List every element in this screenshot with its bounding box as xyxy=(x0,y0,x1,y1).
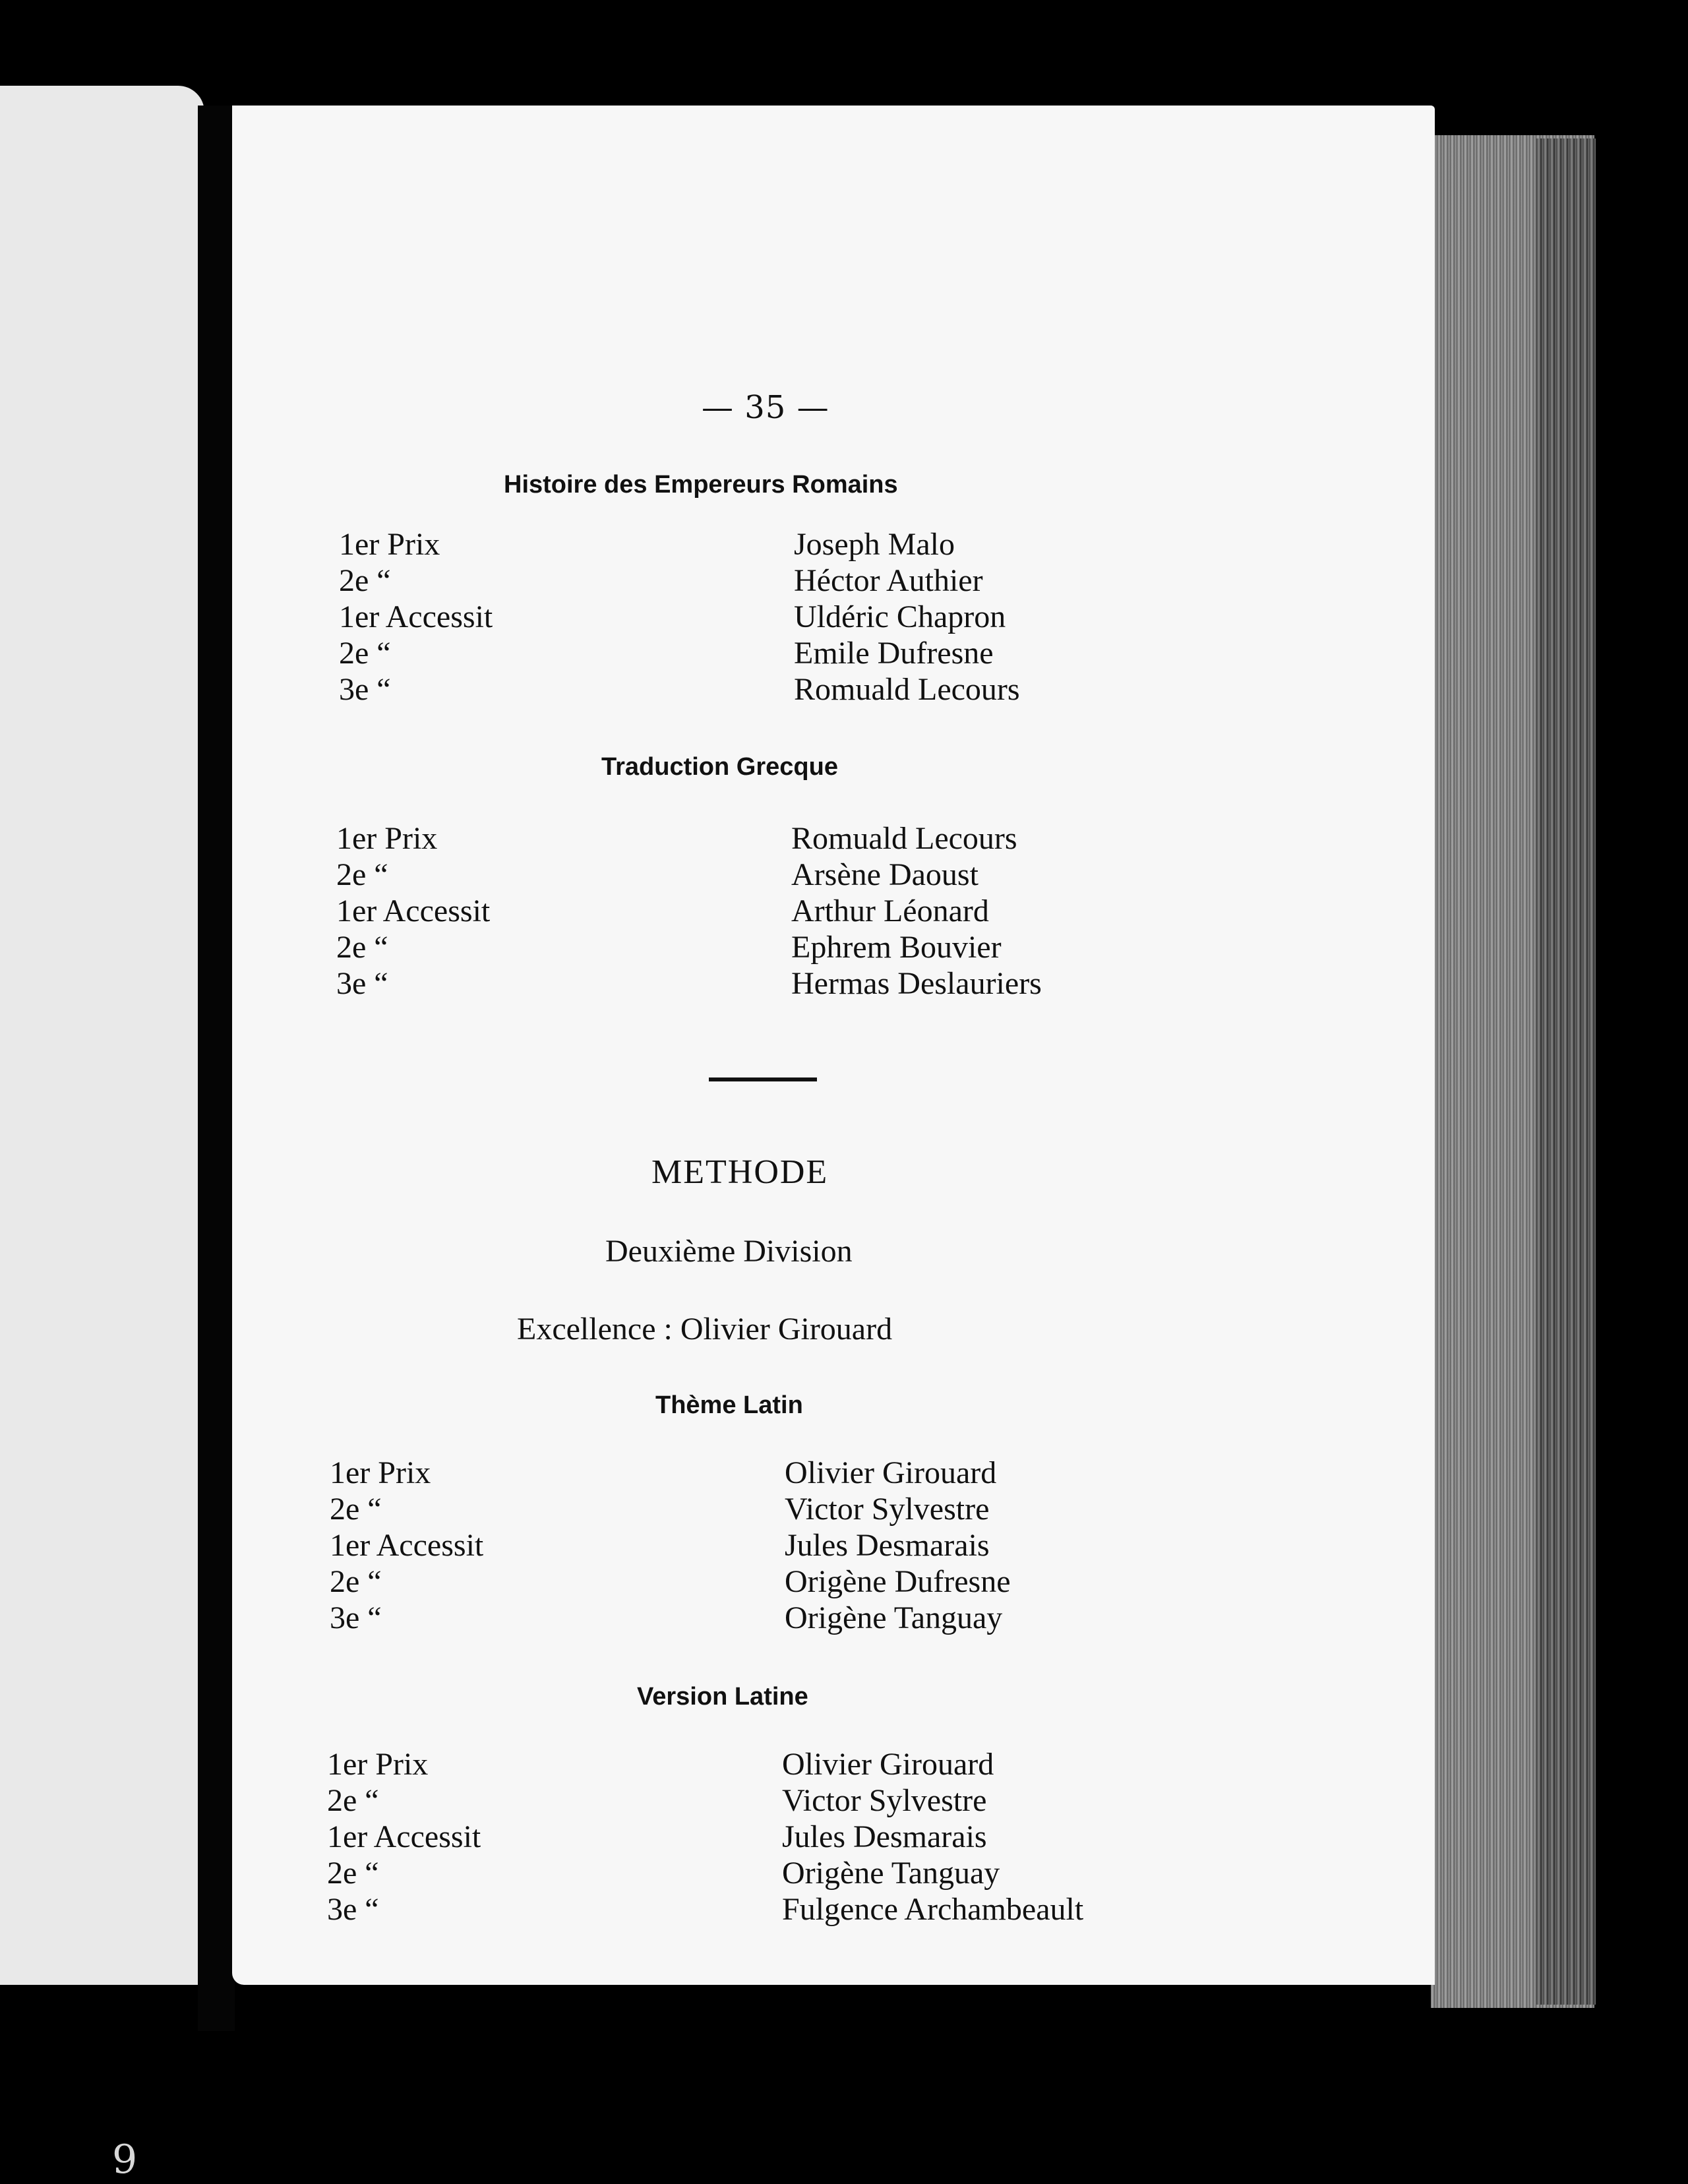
rank-label: 1er Prix xyxy=(330,1455,431,1490)
winner-name: Jules Desmarais xyxy=(785,1528,990,1563)
histoire-entries xyxy=(339,526,1020,708)
book-gutter xyxy=(198,106,235,2031)
page-edges-shadow xyxy=(1536,138,1596,2005)
division-title: Deuxième Division xyxy=(605,1234,853,1269)
winner-name: Romuald Lecours xyxy=(791,821,1017,856)
list-item xyxy=(327,1819,1083,1855)
list-item xyxy=(327,1855,1083,1891)
section-title-histoire: Histoire des Empereurs Romains xyxy=(504,471,898,499)
list-item xyxy=(330,1491,1011,1527)
list-item xyxy=(327,1782,1083,1819)
rank-label: 1er Accessit xyxy=(327,1819,481,1854)
list-item xyxy=(336,820,1042,857)
winner-name: Emile Dufresne xyxy=(794,636,994,671)
winner-name: Joseph Malo xyxy=(794,527,955,562)
list-item xyxy=(339,599,1020,635)
methode-title: METHODE xyxy=(651,1153,829,1191)
section-title-version-latine: Version Latine xyxy=(637,1683,808,1711)
rank-label: 1er Accessit xyxy=(339,599,493,634)
section-title-theme-latin: Thème Latin xyxy=(655,1391,803,1419)
margin-mark: 9 xyxy=(112,2137,138,2183)
rank-label: 1er Accessit xyxy=(336,894,491,928)
list-item xyxy=(339,562,1020,599)
winner-name: Ephrem Bouvier xyxy=(791,930,1002,965)
winner-name: Olivier Girouard xyxy=(782,1747,994,1782)
rank-label: 1er Prix xyxy=(339,527,440,562)
rank-label: 2e “ xyxy=(339,563,391,598)
list-item xyxy=(339,671,1020,708)
winner-name: Héctor Authier xyxy=(794,563,983,598)
winner-name: Victor Sylvestre xyxy=(785,1492,990,1527)
rank-label: 2e “ xyxy=(330,1564,382,1599)
list-item xyxy=(330,1527,1011,1563)
left-page xyxy=(0,86,204,1985)
winner-name: Jules Desmarais xyxy=(782,1819,987,1854)
section-title-traduction: Traduction Grecque xyxy=(601,753,838,781)
winner-name: Arsène Daoust xyxy=(791,857,979,892)
list-item xyxy=(339,526,1020,562)
rank-label: 2e “ xyxy=(339,636,391,671)
winner-name: Olivier Girouard xyxy=(785,1455,997,1490)
list-item xyxy=(339,635,1020,671)
page-number: — 35 — xyxy=(702,389,829,426)
winner-name: Origène Tanguay xyxy=(785,1600,1003,1635)
version-latine-entries xyxy=(327,1746,1083,1927)
list-item xyxy=(327,1891,1083,1927)
winner-name: Origène Dufresne xyxy=(785,1564,1011,1599)
rank-label: 2e “ xyxy=(327,1856,379,1891)
excellence-line: Excellence : Olivier Girouard xyxy=(517,1312,893,1347)
winner-name: Origène Tanguay xyxy=(782,1856,1000,1891)
list-item xyxy=(330,1600,1011,1636)
rank-label: 3e “ xyxy=(330,1600,382,1635)
winner-name: Romuald Lecours xyxy=(794,672,1020,707)
rank-label: 3e “ xyxy=(327,1892,379,1927)
list-item xyxy=(336,965,1042,1002)
theme-latin-entries xyxy=(330,1455,1011,1636)
list-item xyxy=(327,1746,1083,1782)
winner-name: Uldéric Chapron xyxy=(794,599,1006,634)
list-item xyxy=(336,929,1042,965)
rank-label: 2e “ xyxy=(330,1492,382,1527)
rank-label: 2e “ xyxy=(327,1783,379,1818)
winner-name: Arthur Léonard xyxy=(791,894,989,928)
winner-name: Fulgence Archambeault xyxy=(782,1892,1084,1927)
list-item xyxy=(330,1455,1011,1491)
winner-name: Victor Sylvestre xyxy=(782,1783,987,1818)
list-item xyxy=(336,857,1042,893)
winner-name: Hermas Deslauriers xyxy=(791,966,1042,1001)
rank-label: 3e “ xyxy=(339,672,391,707)
rank-label: 1er Prix xyxy=(336,821,438,856)
section-divider xyxy=(709,1077,817,1081)
rank-label: 2e “ xyxy=(336,857,388,892)
right-page xyxy=(232,106,1435,1985)
rank-label: 3e “ xyxy=(336,966,388,1001)
list-item xyxy=(336,893,1042,929)
rank-label: 1er Prix xyxy=(327,1747,429,1782)
rank-label: 1er Accessit xyxy=(330,1528,484,1563)
rank-label: 2e “ xyxy=(336,930,388,965)
list-item xyxy=(330,1563,1011,1600)
traduction-entries xyxy=(336,820,1042,1002)
